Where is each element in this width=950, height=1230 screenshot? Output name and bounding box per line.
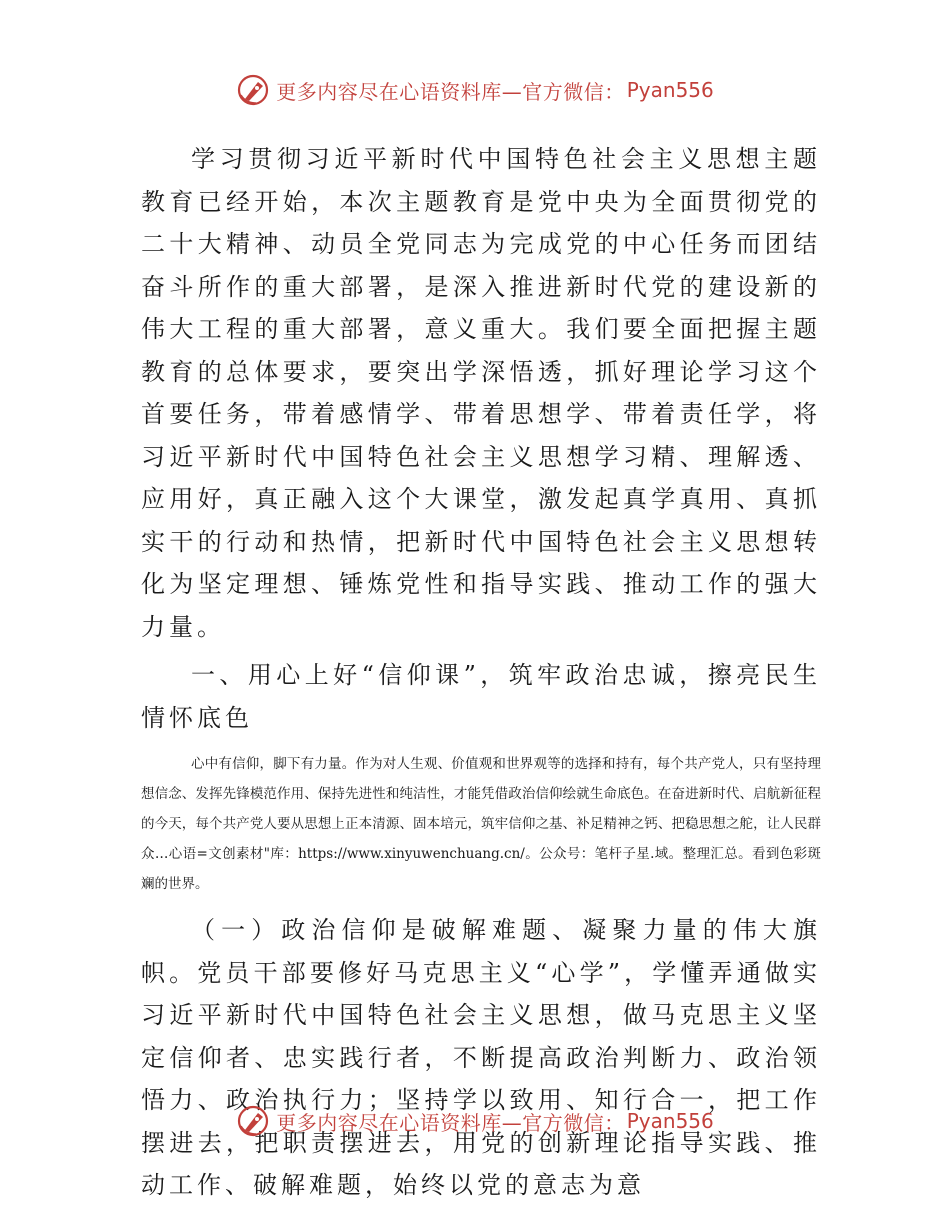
- document-body: [141, 138, 821, 1207]
- pen-nib-logo-icon: [236, 1104, 270, 1138]
- subsection-1-paragraph: （一）政治信仰是破解难题、凝聚力量的伟大旗帜。党员干部要修好马克思主义“心学”，学懂弄通做实习近平新时代中国特色社会主义思想，做马克思主义坚定信仰者、忠实践行者，不断提高政治判断力、政治领悟力、政治执行力；坚持学以致用、知行合一，把工作摆进去，把职责摆进去，用党的创新理论指导实践、推动工作、破解难题，始终以党的意志为意: [141, 916, 821, 1199]
- pen-nib-logo-icon: [236, 73, 270, 107]
- header-banner: [0, 70, 950, 110]
- footer-banner: [0, 1101, 950, 1141]
- small-print-paragraph: 心中有信仰，脚下有力量。作为对人生观、价值观和世界观等的选择和持有，每个共产党人，只有坚持理想信念、发挥先锋模范作用、保持先进性和纯洁性，才能凭借政治信仰绘就生命底色。在奋进新时代、启航新征程的今天，每个共产党人要从思想上正本清源、固本培元，筑牢信仰之基、补足精神之钙、把稳思想之舵，让人民群众…心语=文创素材"库：https://www.xinyuwenchuang.cn/。公众号：笔杆子星.域。整理汇总。看到色彩斑斓的世界。: [141, 756, 821, 892]
- wechat-id: Pyan556: [626, 1109, 714, 1133]
- section-heading-1: 一、用心上好“信仰课”，筑牢政治忠诚，擦亮民生情怀底色: [141, 661, 821, 732]
- wechat-id: Pyan556: [626, 78, 714, 102]
- banner-text: 更多内容尽在心语资料库—官方微信：: [276, 79, 625, 104]
- intro-paragraph: 学习贯彻习近平新时代中国特色社会主义思想主题教育已经开始，本次主题教育是党中央为全面贯彻党的二十大精神、动员全党同志为完成党的中心任务而团结奋斗所作的重大部署，是深入推进新时代党的建设新的伟大工程的重大部署，意义重大。我们要全面把握主题教育的总体要求，要突出学深悟透，抓好理论学习这个首要任务，带着感情学、带着思想学、带着责任学，将习近平新时代中国特色社会主义思想学习精、理解透、应用好，真正融入这个大课堂，激发起真学真用、真抓实干的行动和热情，把新时代中国特色社会主义思想转化为坚定理想、锤炼党性和指导实践、推动工作的强大力量。: [141, 145, 821, 641]
- banner-text: 更多内容尽在心语资料库—官方微信：: [276, 1110, 625, 1135]
